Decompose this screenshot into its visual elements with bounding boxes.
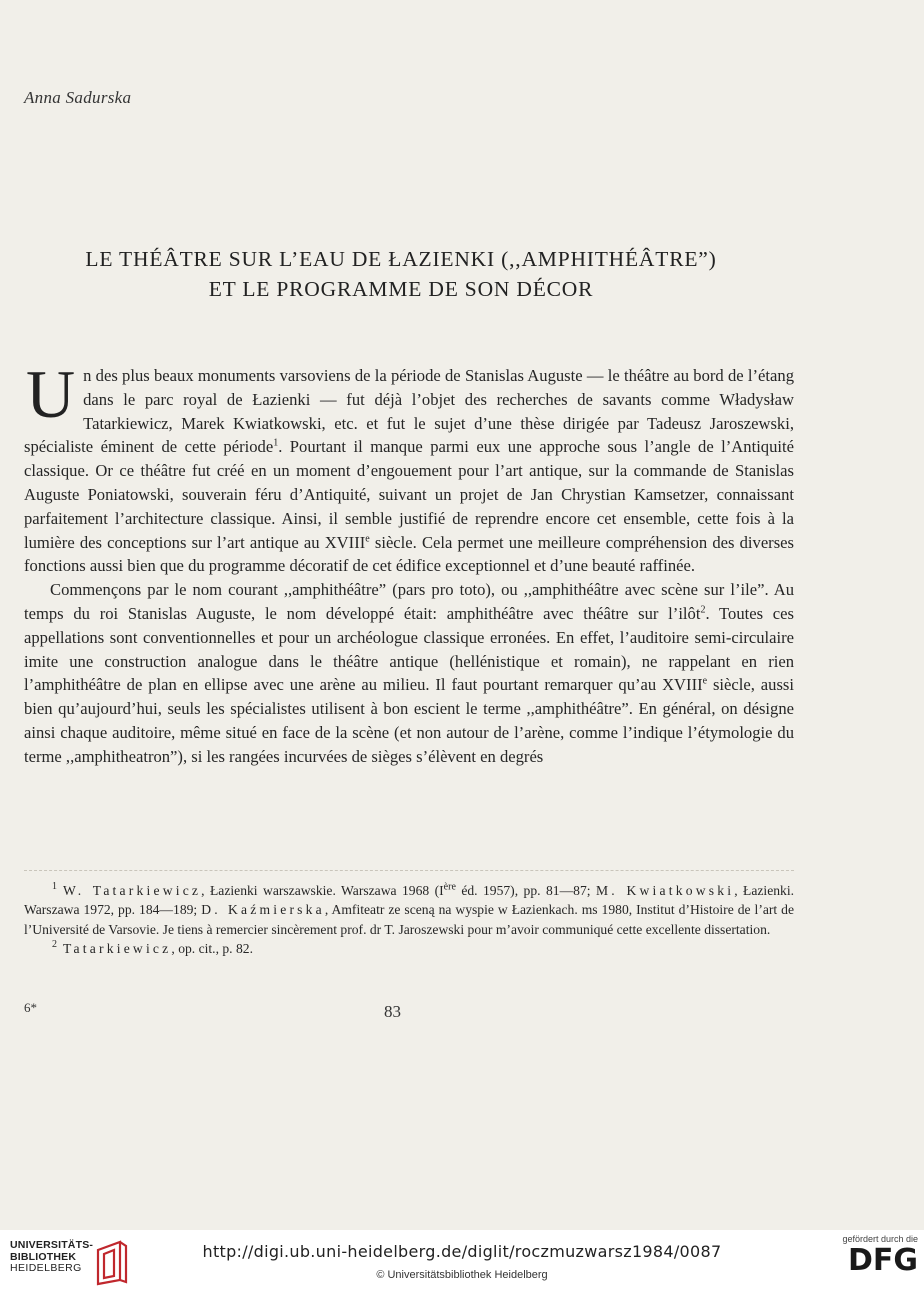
- paragraph-1-text-b: . Pourtant il manque parmi eux une approche sous l’angle de l’Antiquité classique. Or ce théâtre fut créé en un moment d’engouement pour l’art antique, sur la commande de Stanislas Auguste Poniatowski, souverain féru d’Antiquité, suivant un projet de Jan Chrystian Kamsetzer, connaissant parfaitement l’architecture classique. Ainsi, il semble justifié de reprendre encore cet ensemble, cette fois à la lumière des conceptions sur l’art antique au XVIII: [24, 437, 794, 552]
- title-line-1: LE THÉÂTRE SUR L’EAU DE ŁAZIENKI (,,AMPHITHÉÂTRE”): [85, 247, 717, 271]
- paragraph-2-text-c: siècle, aussi bien qu’aujourd’hui, seuls les spécialistes utilisent à bon escient le terme ,,amphithéâtre”. En général, on désigne ainsi chaque auditoire, même situé en face de la scène (et non autour de l’arène, comme l’indique l’étymologie du terme ,,amphitheatron”), si les rangées incurvées de sièges s’élèvent en degrés: [24, 675, 794, 766]
- printer-signature: 6*: [24, 1000, 37, 1015]
- running-head-author: Anna Sadurska: [24, 88, 132, 107]
- footnote-author: D. Kaźmierska: [201, 902, 325, 918]
- footnote-author: W. Tatarkiewicz: [63, 883, 202, 898]
- footnote-text: , Amfiteatr ze sceną na wyspie w Łazienkach. ms 1980, Institut d’Histoire de l’art de l’Université de Varsovie. Je tiens à remercier sincèrement prof. dr T. Jaroszewski pour m’avoir communiqué cette excellente dissertation.: [24, 902, 794, 937]
- permalink-url[interactable]: http://digi.ub.uni-heidelberg.de/diglit/roczmuzwarsz1984/0087: [202, 1242, 722, 1261]
- footnote-ref-2: 2: [700, 604, 706, 616]
- dfg-funder-logo[interactable]: [812, 1234, 918, 1286]
- page-number: 83: [384, 1002, 401, 1021]
- paragraph-1: [24, 356, 794, 578]
- copyright-notice: © Universitätsbibliothek Heidelberg: [376, 1269, 548, 1281]
- footnote-text: , Łazienki. Warszawa 1972, pp. 184—189;: [24, 883, 795, 918]
- footnote-text: , op. cit., p. 82.: [171, 940, 253, 956]
- superscript-e: e: [365, 533, 370, 545]
- superscript-e: e: [702, 675, 708, 687]
- footnote-number: 1: [52, 881, 57, 893]
- footnote-text: éd. 1957), pp. 81—87;: [455, 883, 596, 898]
- footnotes: [24, 881, 794, 958]
- article-body: [24, 356, 794, 769]
- funder-label: gefördert durch die: [842, 1234, 918, 1244]
- footnote-divider: [24, 870, 794, 871]
- footnote-author: M. Kwiatkowski: [595, 883, 735, 898]
- viewer-footer: [0, 1230, 924, 1292]
- footnote-author: Tatarkiewicz: [63, 940, 172, 956]
- paragraph-2-text-a: Commençons par le nom courant ,,amphithéâtre” (pars pro toto), ou ,,amphithéâtre avec scène sur l’ile”. Au temps du roi Stanislas Auguste, le nom développé était: amphithéâtre avec théâtre sur l’ilôt: [24, 580, 794, 623]
- footnote-text: , Łazienki warszawskie. Warszawa 1968 (I: [201, 883, 444, 898]
- footnote-ref-1: 1: [273, 437, 279, 449]
- drop-cap: U: [26, 356, 76, 432]
- library-name-line-1: UNIVERSITÄTS-: [10, 1239, 94, 1251]
- paragraph-2-text-b: . Toutes ces appellations sont conventionnelles et pour un archéologue classique erronées. En effet, l’auditoire semi-circulaire imite une construction analogue dans le théâtre antique (hellénistique et romain), ne rappelant en rien l’amphithéâtre de plan en ellipse avec une arène au milieu. Il faut pourtant remarquer qu’au XVIII: [24, 603, 794, 695]
- footnote-2: [24, 939, 794, 958]
- article-title: [0, 244, 802, 304]
- paragraph-2: [24, 578, 794, 768]
- footnote-number: 2: [52, 939, 57, 951]
- dfg-logo-text: DFG: [847, 1243, 918, 1278]
- paragraph-1-text-a: n des plus beaux monuments varsoviens de la période de Stanislas Auguste — le théâtre au bord de l’étang dans le parc royal de Łazienki — fut déjà l’objet des recherches de savants comme Władysław Tatarkiewicz, Marek Kwiatkowski, etc. et fut le sujet d’une thèse dirigée par Tadeusz Jaroszewski, spécialiste éminent de cette période: [24, 366, 794, 457]
- title-line-2: ET LE PROGRAMME DE SON DÉCOR: [208, 277, 594, 301]
- footnote-1: [24, 881, 794, 939]
- library-name-line-3: HEIDELBERG: [10, 1262, 82, 1274]
- library-name-line-2: BIBLIOTHEK: [10, 1250, 77, 1263]
- paragraph-1-text-c: siècle. Cela permet une meilleure compréhension des diverses fonctions aussi bien que du programme décoratif de cet édifice exceptionnel et d’une beauté raffinée.: [24, 532, 794, 576]
- superscript-ere: ère: [443, 881, 456, 893]
